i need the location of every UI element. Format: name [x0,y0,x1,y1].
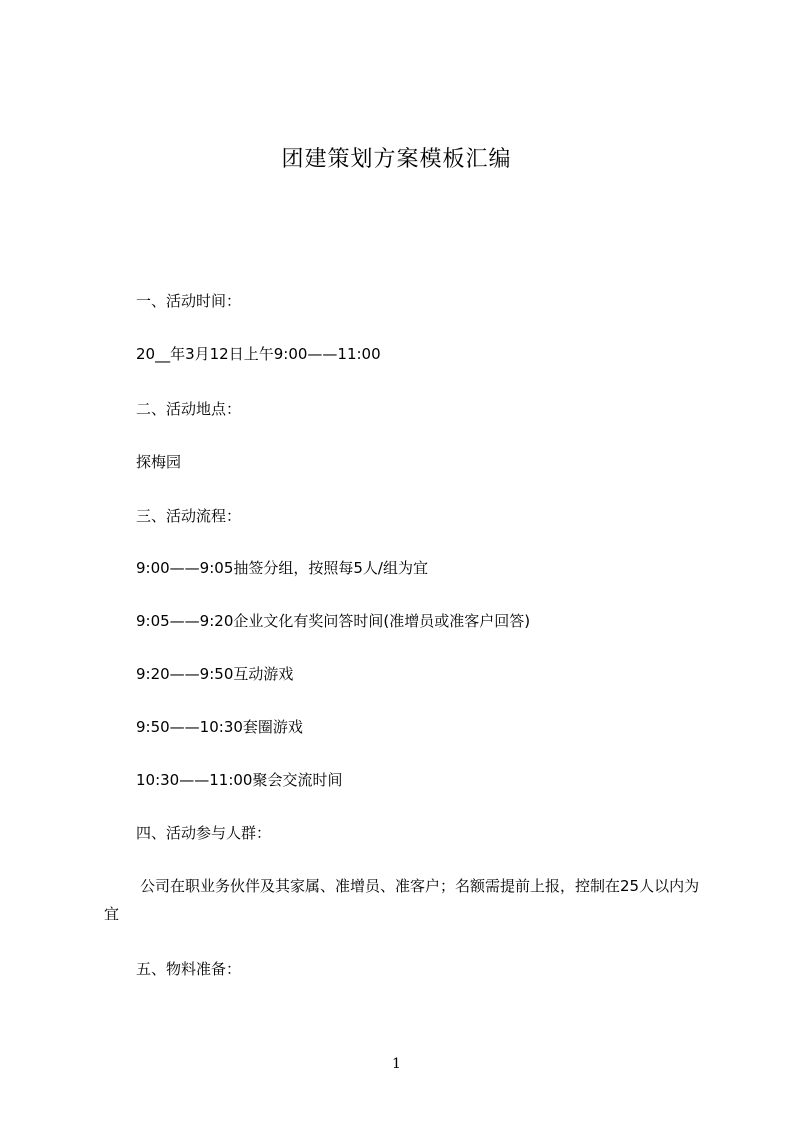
schedule-item: 9:00——9:05抽签分组，按照每5人/组为宜 [136,559,428,577]
schedule-item: 10:30——11:00聚会交流时间 [136,771,343,789]
section-heading-process: 三、活动流程： [136,507,242,525]
schedule-item: 9:05——9:20企业文化有奖问答时间(准增员或准客户回答) [136,612,531,630]
section-heading-time: 一、活动时间： [136,292,242,310]
section-heading-materials: 五、物料准备： [136,960,242,978]
schedule-item: 9:20——9:50互动游戏 [136,665,294,683]
page-title: 团建策划方案模板汇编 [281,147,512,172]
participants-paragraph: 公司在职业务伙伴及其家属、准增员、准客户；名额需提前上报，控制在25人以内为宜 [104,877,700,923]
section-heading-location: 二、活动地点： [136,400,242,418]
schedule-item: 9:50——10:30套圈游戏 [136,718,303,736]
page-number: 1 [392,1056,401,1072]
event-date-text: 20__年3月12日上午9:00——11:00 [136,345,381,363]
location-text: 探梅园 [136,453,182,471]
section-heading-participants: 四、活动参与人群： [136,824,272,842]
